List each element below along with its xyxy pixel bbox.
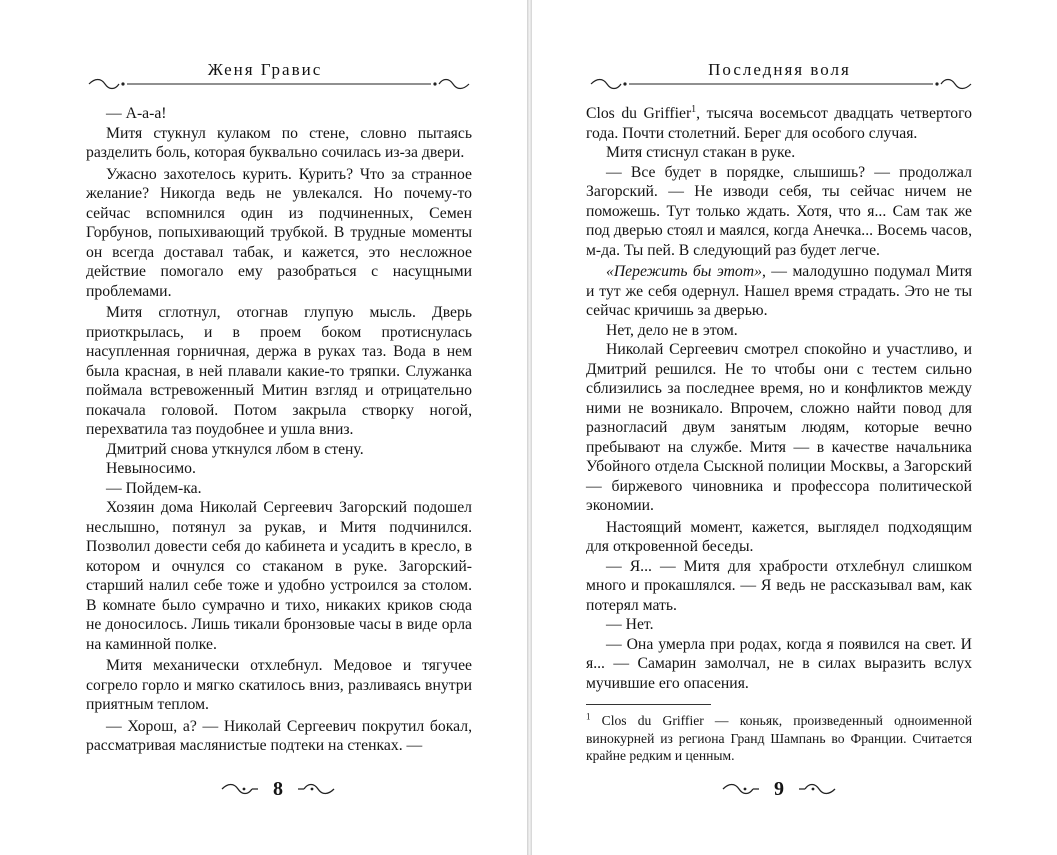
footnote-number: 1 [586, 711, 591, 722]
paragraph: Дмитрий снова уткнулся лбом в стену. [106, 440, 364, 458]
paragraph: Митя стукнул кулаком по стене, словно пытаясь разделить боль, которая буквально сочилась из-за двери. [86, 124, 472, 161]
text-run: , — малодушно подумал Митя и тут же себя одернул. Нашел время страдать. Это не ты сейчас кричишь за дверью. [586, 263, 972, 319]
paragraph [586, 104, 972, 143]
left-body-text [86, 104, 472, 756]
left-folio [218, 778, 338, 800]
paragraph: — Все будет в порядке, слышишь? — продолжал Загорский. — Не изводи себя, ты сейчас ничем не поможешь. Тут только ждать. Хотя, что я... Сам так же под дверью стоял и маялся, когда Анечка... Восемь часов, м-да. Ты пей. В следующий раз будет легче. [586, 163, 972, 259]
folio-flourish-icon [220, 782, 260, 796]
text-run: Clos du Griffier [586, 105, 692, 122]
paragraph: Ужасно захотелось курить. Курить? Что за странное желание? Никогда ведь не увлекался. Но почему-то сейчас вспомнился один из подчиненных, Семен Горбунов, попыхивающий трубкой. В трудные моменты он всегда доставал табак, и кажется, это несложное действие помогало ему разобраться с насущными проблемами. [86, 165, 472, 300]
footnote-text: Clos du Griffier — коньяк, произведенный одноименной винокурней из региона Гранд Шампань во Франции. Считается крайне редким и ценным. [586, 713, 972, 764]
folio-flourish-icon [296, 782, 336, 796]
footnote-rule [586, 704, 711, 705]
paragraph: Николай Сергеевич смотрел спокойно и участливо, и Дмитрий решился. Не то чтобы они с тестем сильно сблизились за последнее время, но и конфликтов между ними не возникало. Впрочем, сложно найти повод для разногласий двум занятым людям, которые вечно пребывают на службе. Митя — в качестве начальника Убойного отдела Сыскной полиции Москвы, а Загорский — биржевого чиновника и профессора политической экономии. [586, 341, 972, 514]
paragraph: Хозяин дома Николай Сергеевич Загорский подошел неслышно, потянул за рукав, и Митя подчинился. Позволил довести себя до кабинета и усадить в кресло, в котором и очнулся со стаканом в руке. Загорский-старший налил себе тоже и удобно устроился за столом. В комнате было сумрачно и тихо, никаких криков сюда не доносилось. Лишь тикали бронзовые часы в виде орла на каминной полке. [86, 499, 472, 653]
text-run: , тысяча восемьсот двадцать четвертого года. Почти столетний. Берег для особого случая. [586, 105, 972, 142]
paragraph: Настоящий момент, кажется, выглядел подходящим для откровенной беседы. [586, 518, 972, 555]
paragraph [586, 262, 972, 321]
right-running-head: Последняя воля [708, 60, 851, 79]
page-number: 8 [273, 778, 283, 800]
paragraph: — Пойдем-ка. [106, 479, 202, 497]
paragraph: — Я... — Митя для храбрости отхлебнул слишком много и прокашлялся. — Я ведь не рассказывал вам, как потерял мать. [586, 557, 972, 614]
paragraph: Митя стиснул стакан в руке. [606, 144, 796, 161]
page-number: 9 [774, 778, 784, 800]
left-running-head: Женя Гравис [207, 60, 323, 79]
right-folio [719, 778, 839, 800]
paragraph: Нет, дело не в этом. [606, 321, 738, 339]
paragraph: — Нет. [606, 616, 654, 633]
paragraph: Митя механически отхлебнул. Медовое и тягучее согрело горло и мягко скатилось вниз, разливаясь внутри приятным теплом. [86, 657, 472, 713]
footnote-mark[interactable]: 1 [691, 103, 697, 115]
folio-flourish-icon [721, 782, 761, 796]
italic-quote: «Пережить бы этот» [606, 263, 762, 280]
head-flourish-rule-icon [587, 76, 975, 92]
right-page [532, 0, 1057, 855]
folio-flourish-icon [797, 782, 837, 796]
right-body-text [586, 104, 972, 693]
footnote [586, 712, 972, 765]
paragraph: — А-а-а! [106, 105, 167, 122]
paragraph: — Хорош, а? — Николай Сергеевич покрутил бокал, рассматривая маслянистые подтеки на стенках. — [86, 717, 472, 754]
paragraph: Невыносимо. [106, 460, 196, 477]
head-flourish-rule-icon [85, 76, 473, 92]
paragraph: — Она умерла при родах, когда я появился на свет. И я... — Самарин замолчал, не в силах выразить вслух мучившие его опасения. [586, 635, 972, 692]
left-page [0, 0, 527, 855]
paragraph: Митя сглотнул, отогнав глупую мысль. Дверь приоткрылась, и в проем боком протиснулась насупленная горничная, держа в руках таз. Вода в нем была красная, в ней плавали какие-то тряпки. Служанка поймала встревоженный Митин взгляд и отрицательно покачала головой. Потом закрыла створку ногой, перехватила таз поудобнее и ушла вниз. [86, 304, 472, 438]
